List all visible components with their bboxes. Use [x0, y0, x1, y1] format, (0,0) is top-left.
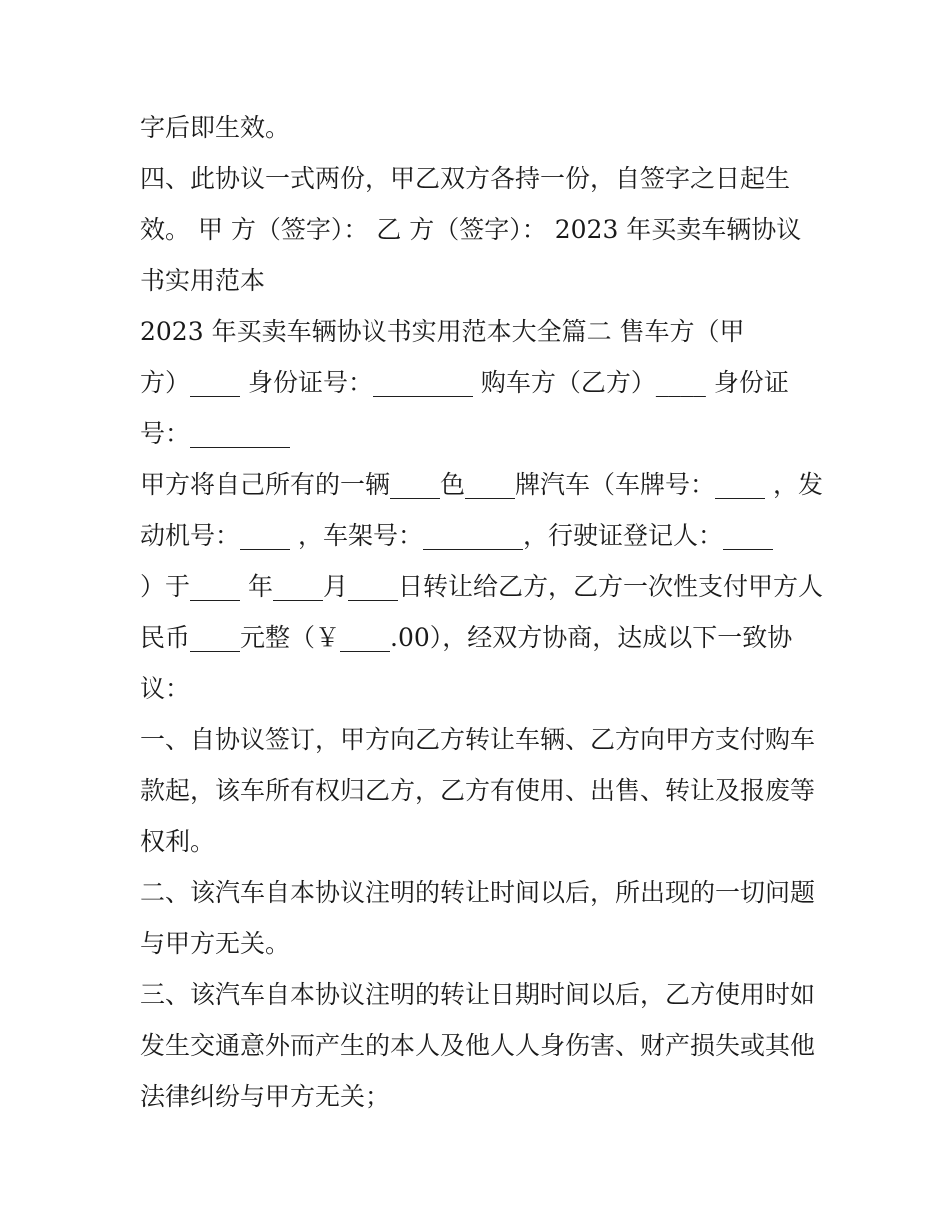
- text-line: 甲方将自己所有的一辆____色____牌汽车（车牌号：____ ，发: [140, 470, 823, 499]
- text-line: 动机号：____ ，车架号：________，行驶证登记人：____: [140, 521, 773, 550]
- text-line: 三、该汽车自本协议注明的转让日期时间以后，乙方使用时如: [140, 980, 816, 1009]
- text-line: 发生交通意外而产生的本人及他人人身伤害、财产损失或其他: [140, 1031, 816, 1060]
- text-line: 效。 甲 方（签字）： 乙 方（签字）： 2023 年买卖车辆协议: [140, 215, 802, 244]
- text-line: ）于____ 年____月____日转让给乙方，乙方一次性支付甲方人: [140, 572, 823, 601]
- text-line: 议：: [140, 674, 191, 703]
- text-line: 法律纠纷与甲方无关；: [140, 1082, 391, 1111]
- text-line: 字后即生效。: [140, 113, 291, 142]
- text-line: 二、该汽车自本协议注明的转让时间以后，所出现的一切问题: [140, 878, 816, 907]
- text-line: 款起，该车所有权归乙方，乙方有使用、出售、转让及报废等: [140, 776, 816, 805]
- text-line: 2023 年买卖车辆协议书实用范本大全篇二 售车方（甲: [140, 317, 745, 346]
- text-line: 民币____元整（￥____.00），经双方协商，达成以下一致协: [140, 623, 793, 652]
- text-line: 与甲方无关。: [140, 929, 291, 958]
- text-line: 四、此协议一式两份，甲乙双方各持一份，自签字之日起生: [140, 164, 791, 193]
- text-line: 书实用范本: [140, 266, 266, 295]
- text-line: 权利。: [140, 827, 216, 856]
- text-line: 方）____ 身份证号：________ 购车方（乙方）____ 身份证: [140, 368, 789, 397]
- text-line: 一、自协议签订，甲方向乙方转让车辆、乙方向甲方支付购车: [140, 725, 816, 754]
- text-line: 号：________: [140, 419, 291, 448]
